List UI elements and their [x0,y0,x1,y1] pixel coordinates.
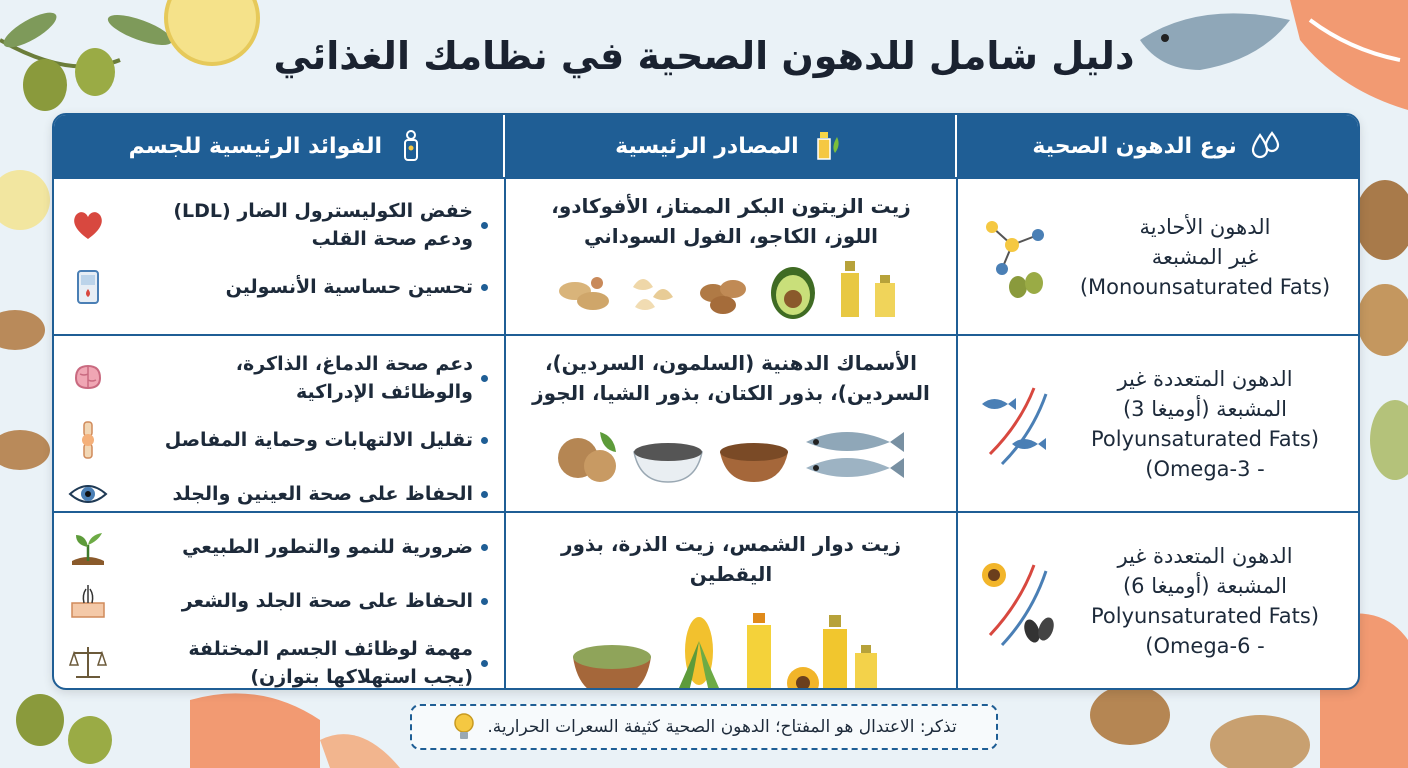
heart-icon [68,205,108,245]
skin-hair-icon [68,581,108,621]
fish-icon [800,422,910,488]
list-item: تقليل الالتهابات وحماية المفاصل [68,420,488,460]
sources-cell [504,179,956,334]
fish-dna-icon [972,374,1058,474]
droplets-icon [1249,129,1283,163]
walnut-icon [552,424,622,488]
list-item: الحفاظ على صحة العينين والجلد [68,474,488,514]
sources-text: الأسماك الدهنية (السلمون، السردين)، السردين)، بذور الكتان، بذور الشيا، الجوز [532,351,930,405]
benefits-list [54,513,504,690]
food-icons [506,589,956,690]
sunflower-dna-icon [972,551,1058,651]
fat-type-name: الدهون المتعددة غير المشبعة (أوميغا 6) (Polyunsaturated Fats - Omega-6) [1090,543,1320,658]
brain-icon [68,358,108,398]
list-item: خفض الكوليسترول الضار (LDL) ودعم صحة القلب [68,197,488,253]
benefits-list [54,179,504,307]
table-row [54,177,1358,334]
fats-guide-table [52,113,1360,690]
tip-box [410,704,998,750]
header-benefits-label: الفوائد الرئيسية للجسم [128,133,383,159]
molecule-olive-icon [972,207,1058,307]
corn-icon [663,611,733,690]
header-type-label: نوع الدهون الصحية [1032,133,1237,159]
tip-text: تذكر: الاعتدال هو المفتاح؛ الدهون الصحية كثيفة السعرات الحرارية. [487,717,957,737]
corn-oil-bottle-icon [739,611,779,690]
benefits-cell [54,179,504,334]
page-title: دليل شامل للدهون الصحية في نظامك الغذائي [273,34,1135,78]
chia-bowl-icon [628,428,708,488]
list-item: مهمة لوظائف الجسم المختلفة (يجب استهلاكها بتوازن) [68,635,488,690]
sources-cell [504,336,956,511]
joint-icon [68,420,108,460]
table-row [54,511,1358,688]
sunflower-oil-icon [785,611,895,690]
benefits-cell [54,336,504,511]
food-icons [506,251,956,321]
sprout-icon [68,527,108,567]
table-header [54,115,1358,177]
oil-bottle-icon [811,129,845,163]
peanuts-icon [551,257,615,321]
header-benefits [54,115,503,177]
type-cell [956,179,1358,334]
olive-oil-bottle-icon [831,257,911,321]
sources-cell [504,513,956,688]
avocado-icon [761,257,825,321]
fat-type-name: الدهون الأحادية غير المشبعة (Monounsaturated Fats) [1079,214,1331,299]
list-item: دعم صحة الدماغ، الذاكرة، والوظائف الإدراكية [68,350,488,406]
lightbulb-icon [451,712,477,742]
eye-icon [68,474,108,514]
type-cell [956,513,1358,688]
table-row [54,334,1358,511]
food-icons [506,408,956,488]
sources-text: زيت الزيتون البكر الممتاز، الأفوكادو، اللوز، الكاجو، الفول السوداني [551,194,911,248]
list-item: ضرورية للنمو والتطور الطبيعي [68,527,488,567]
flaxseed-bowl-icon [714,428,794,488]
type-cell [956,336,1358,511]
almonds-icon [691,257,755,321]
header-sources-label: المصادر الرئيسية [615,133,799,159]
list-item: الحفاظ على صحة الجلد والشعر [68,581,488,621]
body-icon [394,129,428,163]
balance-scale-icon [68,643,108,683]
list-item: تحسين حساسية الأنسولين [68,267,488,307]
cashews-icon [621,257,685,321]
header-sources [503,115,956,177]
benefits-cell [54,513,504,688]
glucose-meter-icon [68,267,108,307]
header-type [955,115,1358,177]
fat-type-name: الدهون المتعددة غير المشبعة (أوميغا 3) (Polyunsaturated Fats - Omega-3) [1090,366,1320,481]
sources-text: زيت دوار الشمس، زيت الذرة، بذور اليقطين [560,532,902,586]
benefits-list [54,336,504,514]
pumpkin-seeds-icon [567,627,657,690]
